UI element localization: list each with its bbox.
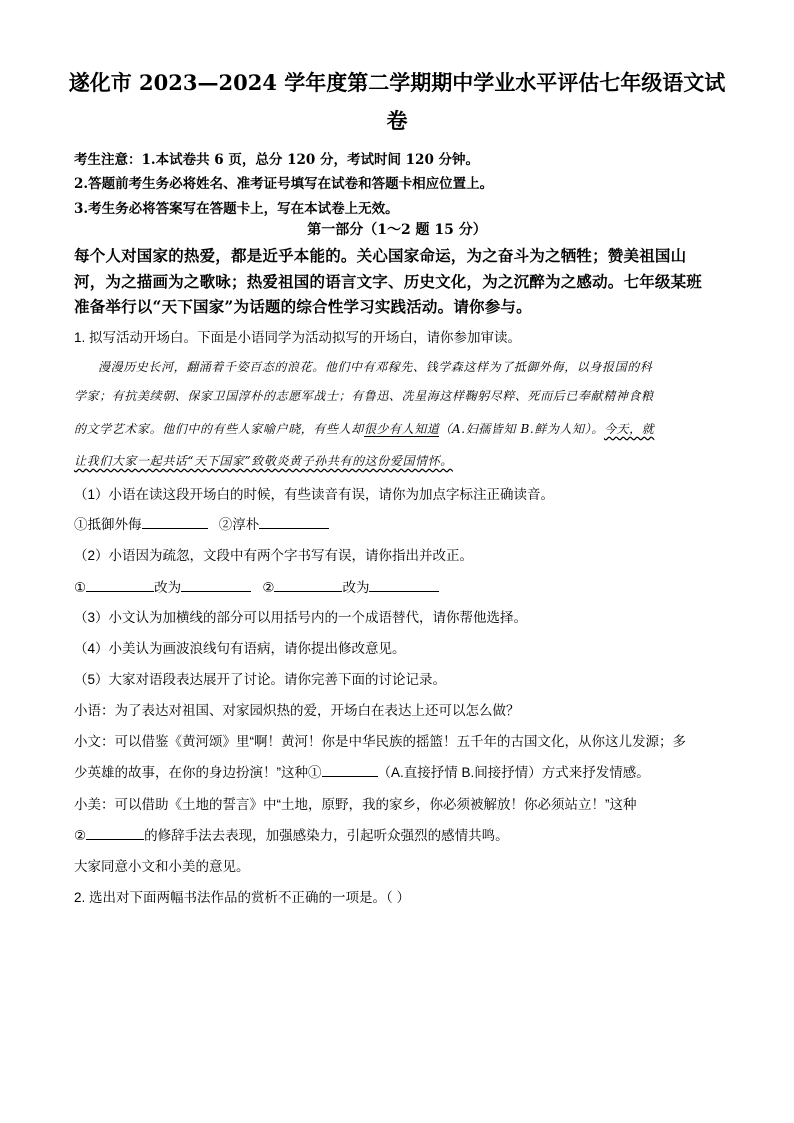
idiom-options: （A.妇孺皆知 B.鲜为人知）。 xyxy=(439,422,604,436)
change-to-label-1: 改为 xyxy=(154,580,182,595)
discussion-line-4: 小美：可以借助《土地的誓言》中“土地，原野，我的家乡，你必须被解放！你必须站立！”这种 xyxy=(74,797,637,812)
discussion-line-2: 小文：可以借鉴《黄河颂》里“啊！黄河！你是中华民族的摇篮！五千年的古国文化，从你这儿发源；多 xyxy=(74,734,686,749)
discussion-line-6: 大家同意小文和小美的意见。 xyxy=(74,859,250,874)
intro-line-2: 河，为之描画为之歌咏；热爱祖国的语言文字、历史文化，为之沉醉为之感动。七年级某班 xyxy=(74,272,703,291)
passage-line-4 xyxy=(74,452,453,469)
sub-question-5: （5）大家对语段表达展开了讨论。请你完善下面的讨论记录。 xyxy=(74,672,447,687)
word-diyuwaiwu: ①抵御外侮 xyxy=(74,517,142,532)
passage-line-3 xyxy=(74,420,654,437)
question-1-stem: 1. 拟写活动开场白。下面是小语同学为活动拟写的开场白，请你参加审读。 xyxy=(74,330,522,345)
discussion-line-5 xyxy=(74,824,509,844)
change-to-label-2: 改为 xyxy=(342,580,370,595)
wavy-sentence-start: 今天，就 xyxy=(603,422,655,436)
question-2-stem: 2. 选出对下面两幅书法作品的赏析不正确的一项是。（ ） xyxy=(74,890,411,905)
passage-line-2: 学家；有抗美续朝、保家卫国淳朴的志愿军战士；有鲁迅、冼星海这样鞠躬尽粹、死而后已奉献精神食粮 xyxy=(74,389,654,403)
sub-question-2: （2）小语因为疏忽，文段中有两个字书写有误，请你指出并改正。 xyxy=(74,548,474,563)
sub-question-3: （3）小文认为加横线的部分可以用括号内的一个成语替代，请你帮他选择。 xyxy=(74,610,528,625)
answer-blank-rhetoric[interactable] xyxy=(86,825,144,840)
exam-title-line1: 遂化市 2023—2024 学年度第二学期期中学业水平评估七年级语文试 xyxy=(68,70,726,95)
correct-char-blank-1[interactable] xyxy=(181,577,251,592)
wavy-sentence-end: 让我们大家一起共话“天下国家”致敬炎黄子孙共有的这份爱国情怀。 xyxy=(74,454,453,468)
answer-blank-1[interactable] xyxy=(142,514,208,529)
underlined-phrase: 很少有人知道 xyxy=(363,422,440,436)
correct-char-blank-2[interactable] xyxy=(369,577,439,592)
wrong-char-blank-2[interactable] xyxy=(274,577,342,592)
marker-rhetoric: ② xyxy=(74,828,87,843)
intro-line-3: 准备举行以“天下国家”为话题的综合性学习实践活动。请你参与。 xyxy=(74,297,532,316)
sub-question-1-answers xyxy=(74,513,329,533)
sub-question-1: （1）小语在读这段开场白的时候，有些读音有误，请你为加点字标注正确读音。 xyxy=(74,487,555,502)
sub-question-2-answers xyxy=(74,576,439,596)
discussion-line-5-end: 的修辞手法去表现，加强感染力，引起听众强烈的感情共鸣。 xyxy=(144,828,509,843)
exam-note-2: 2.答题前考生务必将姓名、准考证号填写在试卷和答题卡相应位置上。 xyxy=(74,176,494,192)
sub-question-4: （4）小美认为画波浪线句有语病，请你提出修改意见。 xyxy=(74,641,406,656)
discussion-line-3-end: （A.直接抒情 B.间接抒情）方式来抒发情感。 xyxy=(377,765,650,780)
passage-line-1: 漫漫历史长河，翻涌着千姿百态的浪花。他们中有邓稼先、钱学森这样为了抵御外侮，以身报国的科 xyxy=(98,360,653,374)
intro-line-1: 每个人对国家的热爱，都是近乎本能的。关心国家命运，为之奋斗为之牺牲；赞美祖国山 xyxy=(74,246,687,265)
marker-1: ① xyxy=(74,580,87,595)
marker-2: ② xyxy=(262,580,275,595)
exam-note-3: 3.考生务必将答案写在答题卡上，写在本试卷上无效。 xyxy=(74,201,399,217)
word-chunpu: ②淳朴 xyxy=(218,517,260,532)
wrong-char-blank-1[interactable] xyxy=(86,577,154,592)
exam-note-1: 考生注意：1.本试卷共 6 页，总分 120 分，考试时间 120 分钟。 xyxy=(74,152,480,168)
answer-blank-expression[interactable] xyxy=(322,762,378,777)
discussion-line-3-start: 少英雄的故事，在你的身边扮演！”这种① xyxy=(74,765,322,780)
answer-blank-2[interactable] xyxy=(259,514,329,529)
section-title: 第一部分（1～2 题 15 分） xyxy=(307,222,487,238)
exam-title-line2: 卷 xyxy=(386,108,408,133)
discussion-line-3 xyxy=(74,761,650,781)
discussion-line-1: 小语：为了表达对祖国、对家园炽热的爱，开场白在表达上还可以怎么做？ xyxy=(74,703,520,718)
passage-line-3-start: 的文学艺术家。他们中的有些人家喻户晓，有些人却 xyxy=(74,422,364,436)
